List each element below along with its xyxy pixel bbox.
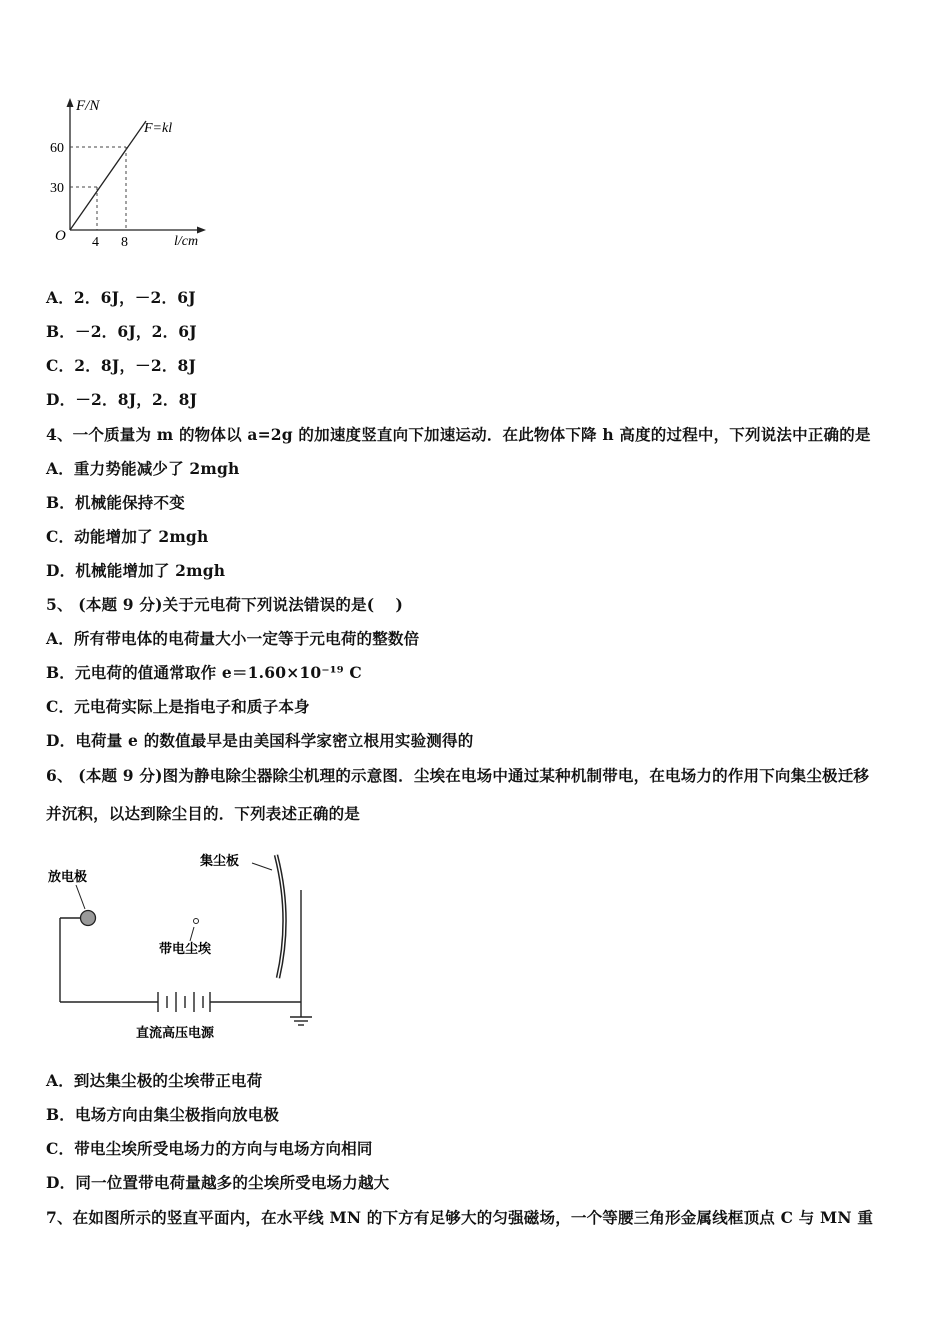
q4-stem: 4、一个质量为 m 的物体以 a=2g 的加速度竖直向下加速运动．在此物体下降 h 高度的过程中，下列说法中正确的是 xyxy=(46,425,871,444)
discharge-electrode-label: 放电极 xyxy=(48,869,88,884)
q4-option-c: C．动能增加了 2mgh xyxy=(46,527,209,546)
q4-option-d: D．机械能增加了 2mgh xyxy=(46,561,226,580)
y-axis-label: F/N xyxy=(76,98,100,114)
q5-option-a: A．所有带电体的电荷量大小一定等于元电荷的整数倍 xyxy=(46,629,420,648)
x-axis-arrow xyxy=(197,227,206,234)
precipitator-diagram xyxy=(40,845,330,1050)
y-tick-30: 30 xyxy=(50,181,64,196)
q3-option-b: B．－2．6J，2．6J xyxy=(46,322,197,341)
y-tick-60: 60 xyxy=(50,141,64,156)
charged-dust xyxy=(194,919,199,924)
x-tick-4: 4 xyxy=(92,235,99,250)
dust-pointer xyxy=(190,927,194,941)
q5-option-b: B．元电荷的值通常取作 e＝1.60×10⁻¹⁹ C xyxy=(46,663,362,682)
q5-stem: 5、 (本题 9 分)关于元电荷下列说法错误的是( ) xyxy=(46,595,404,614)
q6-option-c: C．带电尘埃所受电场力的方向与电场方向相同 xyxy=(46,1139,373,1158)
data-line xyxy=(70,121,146,230)
collector-pointer xyxy=(252,863,272,870)
q3-option-d: D．－2．8J，2．8J xyxy=(46,390,198,409)
x-axis-label: l/cm xyxy=(174,234,199,249)
q6-option-b: B．电场方向由集尘极指向放电极 xyxy=(46,1105,280,1124)
q5-option-c: C．元电荷实际上是指电子和质子本身 xyxy=(46,697,310,716)
q6-option-a: A．到达集尘极的尘埃带正电荷 xyxy=(46,1071,263,1090)
q6-option-d: D．同一位置带电荷量越多的尘埃所受电场力越大 xyxy=(46,1173,390,1192)
discharge-label-pointer xyxy=(76,885,85,909)
q5-option-d: D．电荷量 e 的数值最早是由美国科学家密立根用实验测得的 xyxy=(46,731,474,750)
q4-option-a: A．重力势能减少了 2mgh xyxy=(46,459,240,478)
force-extension-graph xyxy=(40,90,230,255)
charged-dust-label: 带电尘埃 xyxy=(159,941,212,956)
x-tick-8: 8 xyxy=(121,235,128,250)
discharge-electrode xyxy=(81,911,96,926)
origin-label: O xyxy=(55,228,66,244)
q7-stem: 7、在如图所示的竖直平面内，在水平线 MN 的下方有足够大的匀强磁场，一个等腰三角形金属线框顶点 C 与 MN 重 xyxy=(46,1208,874,1227)
power-supply-label: 直流高压电源 xyxy=(136,1025,215,1040)
q4-option-b: B．机械能保持不变 xyxy=(46,493,185,512)
q3-option-c: C．2．8J，－2．8J xyxy=(46,356,197,375)
collector-plate-label: 集尘板 xyxy=(200,853,240,868)
q6-stem-line2: 并沉积，以达到除尘目的．下列表述正确的是 xyxy=(46,804,361,823)
q6-stem-line1: 6、 (本题 9 分)图为静电除尘器除尘机理的示意图．尘埃在电场中通过某种机制带电，在电场力的作用下向集尘极迁移 xyxy=(46,766,870,785)
line-label: F=kl xyxy=(144,121,173,136)
q3-option-a: A．2．6J，－2．6J xyxy=(46,288,196,307)
y-axis-arrow xyxy=(67,98,74,107)
